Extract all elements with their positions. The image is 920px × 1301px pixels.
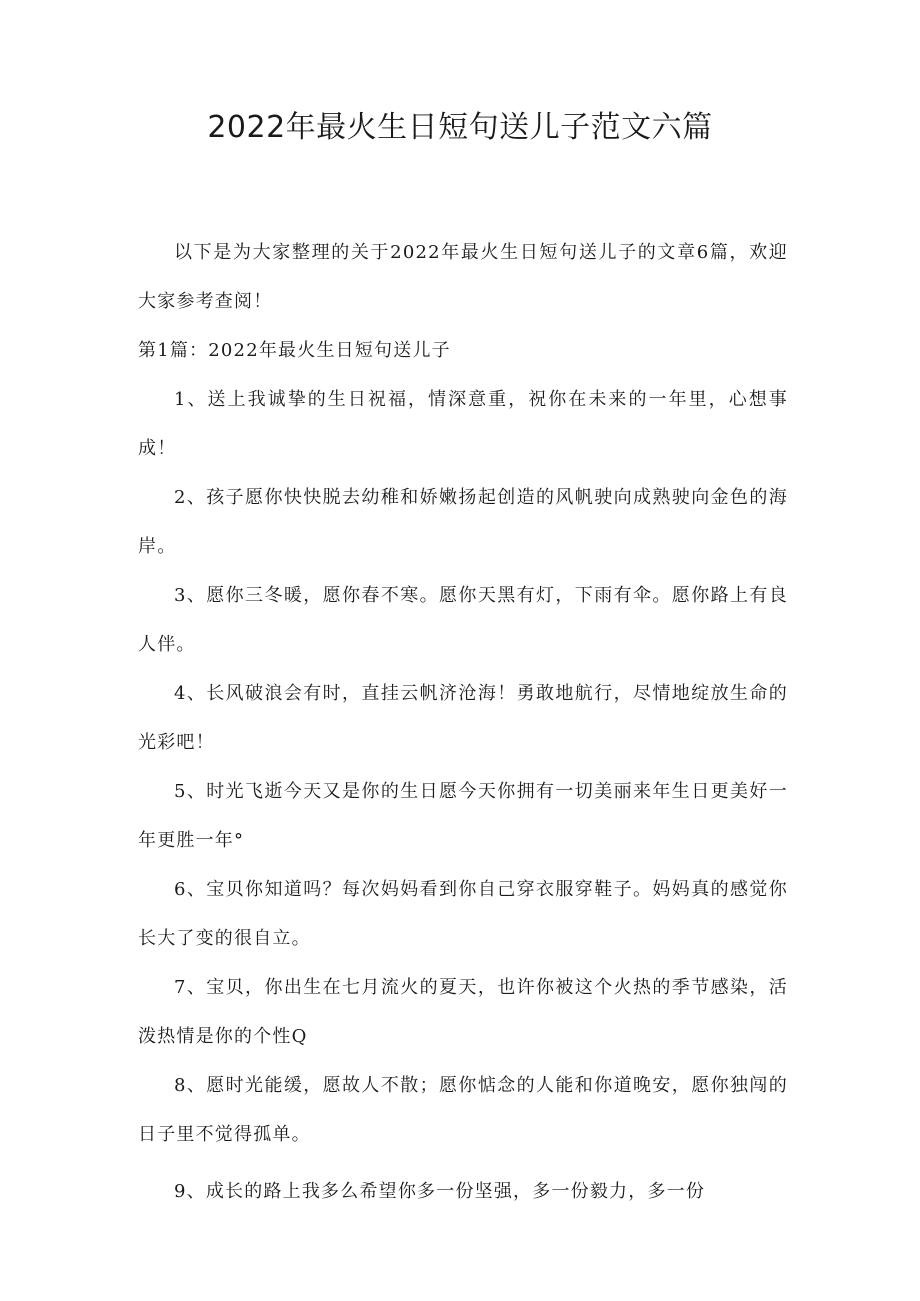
list-item: 8、愿时光能缓，愿故人不散；愿你惦念的人能和你道晚安，愿你独闯的日子里不觉得孤单。 (138, 1075, 788, 1145)
list-item: 1、送上我诚挚的生日祝福，情深意重，祝你在未来的一年里，心想事成！ (138, 389, 788, 459)
list-item: 5、时光飞逝今天又是你的生日愿今天你拥有一切美丽来年生日更美好一年更胜一年° (138, 781, 788, 851)
document-title: 2022年最火生日短句送儿子范文六篇 (207, 110, 713, 145)
list-item: 2、孩子愿你快快脱去幼稚和娇嫩扬起创造的风帆驶向成熟驶向金色的海岸。 (138, 487, 788, 557)
intro-paragraph: 以下是为大家整理的关于2022年最火生日短句送儿子的文章6篇，欢迎大家参考查阅！ (138, 242, 788, 312)
list-item: 3、愿你三冬暖，愿你春不寒。愿你天黑有灯，下雨有伞。愿你路上有良人伴。 (138, 585, 788, 655)
list-item: 7、宝贝，你出生在七月流火的夏天，也许你被这个火热的季节感染，活泼热情是你的个性Q (138, 977, 788, 1047)
section-heading: 第1篇：2022年最火生日短句送儿子 (138, 340, 451, 361)
list-item: 9、成长的路上我多么希望你多一份坚强，多一份毅力，多一份 (174, 1181, 706, 1202)
list-item: 4、长风破浪会有时，直挂云帆济沧海！勇敢地航行，尽情地绽放生命的光彩吧！ (138, 683, 788, 753)
document-body (138, 228, 788, 1216)
list-item: 6、宝贝你知道吗？每次妈妈看到你自己穿衣服穿鞋子。妈妈真的感觉你长大了变的很自立。 (138, 879, 788, 949)
